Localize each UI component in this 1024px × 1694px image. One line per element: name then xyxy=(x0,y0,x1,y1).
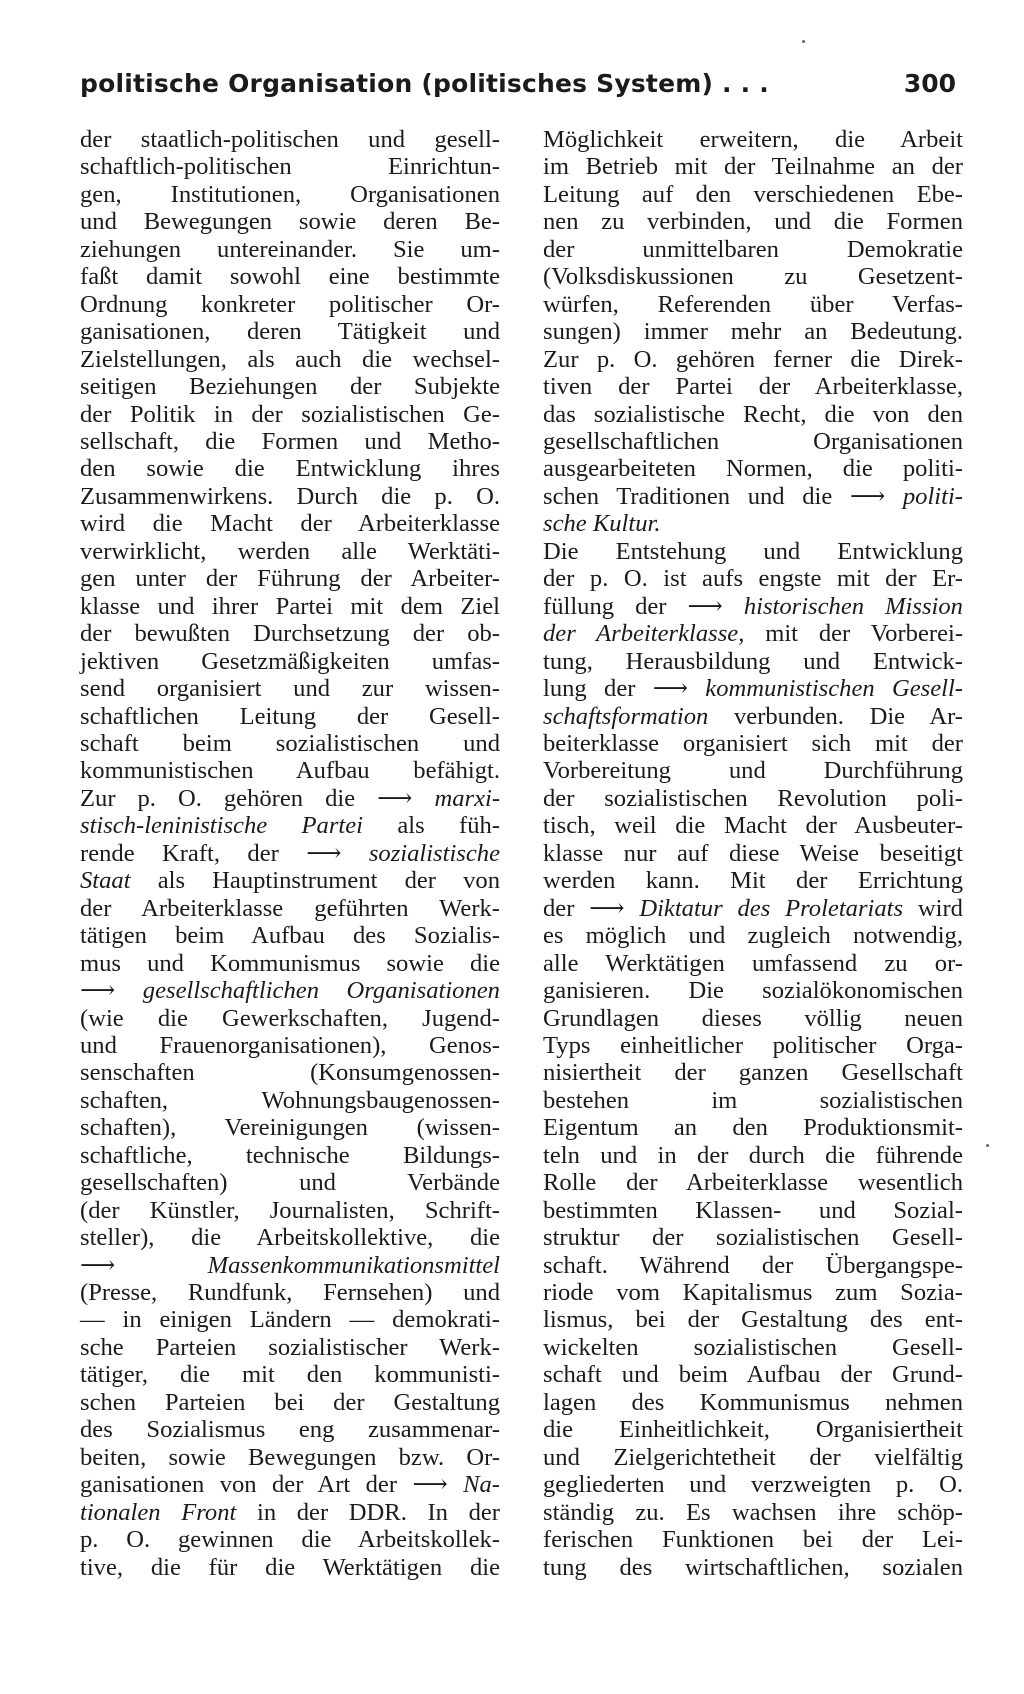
cross-reference: tionalen Front xyxy=(80,1498,237,1526)
text-line: das sozialistische Recht, die von den xyxy=(543,400,963,428)
cross-reference: kommunistischen Gesell- xyxy=(705,675,963,703)
text-line xyxy=(543,510,963,537)
cross-reference-arrow-icon: ⟶ xyxy=(80,1251,116,1279)
cross-reference-arrow-icon: ⟶ xyxy=(589,894,625,922)
cross-reference-arrow-icon: ⟶ xyxy=(80,977,116,1005)
text-line: Vorbereitung und Durchführung xyxy=(543,757,963,785)
text-line: Leitung auf den verschiedenen Ebe- xyxy=(543,180,963,208)
cross-reference-arrow-icon: ⟶ xyxy=(687,592,723,620)
text-line: Ordnung konkreter politischer Or- xyxy=(80,290,500,318)
text-line: Möglichkeit erweitern, die Arbeit xyxy=(543,126,963,153)
text-line: füllung der ⟶ historischen Mission xyxy=(543,592,963,620)
text-line: tung, Herausbildung und Entwick- xyxy=(543,647,963,675)
text-line: struktur der sozialistischen Gesell- xyxy=(543,1224,963,1252)
cross-reference: sche Kultur. xyxy=(543,510,661,538)
scan-speck xyxy=(802,40,805,43)
cross-reference-arrow-icon: ⟶ xyxy=(377,784,413,812)
text-line: Zur p. O. gehören ferner die Direk- xyxy=(543,345,963,373)
text-line: im Betrieb mit der Teilnahme an der xyxy=(543,153,963,181)
text-line: ganisationen, deren Tätigkeit und xyxy=(80,318,500,346)
cross-reference: der Arbeiterklasse, xyxy=(543,620,745,648)
text-line: lagen des Kommunismus nehmen xyxy=(543,1388,963,1416)
text-line: beiterklasse organisiert sich mit der xyxy=(543,729,963,757)
text-line: (Volksdiskussionen zu Gesetzent- xyxy=(543,263,963,291)
text-line: der Politik in der sozialistischen Ge- xyxy=(80,400,500,428)
text-line: tung des wirtschaftlichen, sozialen xyxy=(543,1553,963,1581)
text-line: schaftlich-politischen Einrichtun- xyxy=(80,153,500,181)
text-line: nen zu verbinden, und die Formen xyxy=(543,208,963,236)
scan-speck xyxy=(986,1144,989,1147)
text-line: und Bewegungen sowie deren Be- xyxy=(80,208,500,236)
cross-reference: schaftsformation xyxy=(543,702,709,730)
text-line: schen Parteien bei der Gestaltung xyxy=(80,1388,500,1416)
text-line: gesellschaften) und Verbände xyxy=(80,1169,500,1197)
text-line: — in einigen Ländern — demokrati- xyxy=(80,1306,500,1334)
cross-reference: gesellschaftlichen Organisationen xyxy=(142,977,500,1005)
text-line: gen, Institutionen, Organisationen xyxy=(80,180,500,208)
cross-reference-arrow-icon: ⟶ xyxy=(849,482,886,510)
text-line: lismus, bei der Gestaltung des ent- xyxy=(543,1306,963,1334)
text-line: Staat als Hauptinstrument der von xyxy=(80,867,501,895)
page-number: 300 xyxy=(903,69,956,98)
text-line: nisiertheit der ganzen Gesellschaft xyxy=(543,1059,963,1087)
cross-reference: Staat xyxy=(80,867,131,895)
text-line: (Presse, Rundfunk, Fernsehen) und xyxy=(80,1279,500,1307)
text-line xyxy=(80,977,500,1004)
text-line: schaftsformation verbunden. Die Ar- xyxy=(543,702,963,730)
text-line: der Arbeiterklasse, mit der Vorberei- xyxy=(543,620,964,648)
text-line: kommunistischen Aufbau befähigt. xyxy=(80,757,500,785)
right-column xyxy=(543,126,963,1581)
text-line: wickelten sozialistischen Gesell- xyxy=(543,1333,963,1361)
text-line: werden kann. Mit der Errichtung xyxy=(543,867,963,895)
text-line: ferischen Funktionen bei der Lei- xyxy=(543,1526,963,1554)
text-line: schaftlichen Leitung der Gesell- xyxy=(80,702,500,730)
text-line: der ⟶ Diktatur des Proletariats wird xyxy=(543,894,963,922)
text-line: des Sozialismus eng zusammenar- xyxy=(80,1416,500,1444)
text-line: die Einheitlichkeit, Organisiertheit xyxy=(543,1416,963,1444)
text-line: p. O. gewinnen die Arbeitskollek- xyxy=(80,1526,500,1554)
text-line: und Frauenorganisationen), Genos- xyxy=(80,1031,500,1059)
text-line: tätigen beim Aufbau des Sozialis- xyxy=(80,922,500,950)
text-line: gegliederten und verzweigten p. O. xyxy=(543,1471,963,1499)
cross-reference-arrow-icon: ⟶ xyxy=(412,1471,448,1499)
text-line: schaft beim sozialistischen und xyxy=(80,729,500,757)
text-line: wird die Macht der Arbeiterklasse xyxy=(80,510,500,538)
text-line: jektiven Gesetzmäßigkeiten umfas- xyxy=(80,647,500,675)
text-line xyxy=(80,1252,500,1279)
text-line: beiten, sowie Bewegungen bzw. Or- xyxy=(80,1443,500,1471)
text-line: schaft. Während der Übergangspe- xyxy=(543,1251,963,1279)
text-line: würfen, Referenden über Verfas- xyxy=(543,290,963,318)
text-line: den sowie die Entwicklung ihres xyxy=(80,455,500,483)
text-line: mus und Kommunismus sowie die xyxy=(80,949,500,977)
text-line: Grundlagen dieses völlig neuen xyxy=(543,1004,963,1032)
text-line: gesellschaftlichen Organisationen xyxy=(543,427,963,455)
text-line: der staatlich-politischen und gesell- xyxy=(80,126,500,153)
text-line: der p. O. ist aufs engste mit der Er- xyxy=(543,565,963,593)
text-line: sellschaft, die Formen und Metho- xyxy=(80,427,500,455)
text-line: (wie die Gewerkschaften, Jugend- xyxy=(80,1004,500,1032)
text-line: alle Werktätigen umfassend zu or- xyxy=(543,949,963,977)
text-line: sche Parteien sozialistischer Werk- xyxy=(80,1333,500,1361)
text-line: der unmittelbaren Demokratie xyxy=(543,235,963,263)
text-line: gen unter der Führung der Arbeiter- xyxy=(80,565,500,593)
text-line: tionalen Front in der DDR. In der xyxy=(80,1498,501,1526)
text-line: ganisieren. Die sozialökonomischen xyxy=(543,977,963,1005)
text-line: der bewußten Durchsetzung der ob- xyxy=(80,620,500,648)
text-line: ausgearbeiteten Normen, die politi- xyxy=(543,455,963,483)
cross-reference: historischen Mission xyxy=(743,592,963,620)
text-line: ständig zu. Es wachsen ihre schöp- xyxy=(543,1498,963,1526)
cross-reference: Na- xyxy=(463,1471,500,1499)
text-line: und Zielgerichtetheit der vielfältig xyxy=(543,1443,963,1471)
text-line: tätiger, die mit den kommunisti- xyxy=(80,1361,500,1389)
text-line: lung der ⟶ kommunistischen Gesell- xyxy=(543,675,963,703)
text-line: ziehungen untereinander. Sie um- xyxy=(80,235,500,263)
text-line: schaftliche, technische Bildungs- xyxy=(80,1141,500,1169)
text-line: der sozialistischen Revolution poli- xyxy=(543,784,963,812)
text-line: seitigen Beziehungen der Subjekte xyxy=(80,373,500,401)
text-line: (der Künstler, Journalisten, Schrift- xyxy=(80,1196,500,1224)
cross-reference: Massenkommunikationsmittel xyxy=(207,1251,500,1279)
left-column xyxy=(80,126,500,1581)
cross-reference: marxi- xyxy=(434,784,501,812)
text-line: es möglich und zugleich notwendig, xyxy=(543,922,963,950)
text-line: Eigentum an den Produktionsmit- xyxy=(543,1114,963,1142)
text-line: steller), die Arbeitskollektive, die xyxy=(80,1224,500,1252)
text-line: tive, die für die Werktätigen die xyxy=(80,1553,500,1581)
cross-reference-arrow-icon: ⟶ xyxy=(652,675,688,703)
text-line: schaften), Vereinigungen (wissen- xyxy=(80,1114,500,1142)
text-line: Rolle der Arbeiterklasse wesentlich xyxy=(543,1169,963,1197)
text-line: klasse und ihrer Partei mit dem Ziel xyxy=(80,592,500,620)
text-line: schaften, Wohnungsbaugenossen- xyxy=(80,1086,500,1114)
cross-reference: Diktatur des Proletariats xyxy=(639,894,904,922)
text-line: faßt damit sowohl eine bestimmte xyxy=(80,263,500,291)
text-line: tisch, weil die Macht der Ausbeuter- xyxy=(543,812,963,840)
text-line: rende Kraft, der ⟶ sozialistische xyxy=(80,839,500,867)
text-line: verwirklicht, werden alle Werktäti- xyxy=(80,537,500,565)
text-line: senschaften (Konsumgenossen- xyxy=(80,1059,500,1087)
text-line: Die Entstehung und Entwicklung xyxy=(543,537,963,565)
text-line: send organisiert und zur wissen- xyxy=(80,675,500,703)
text-line: Zusammenwirkens. Durch die p. O. xyxy=(80,482,500,510)
text-line: teln und in der durch die führende xyxy=(543,1141,963,1169)
running-header xyxy=(80,66,956,102)
text-line: Typs einheitlicher politischer Orga- xyxy=(543,1031,963,1059)
cross-reference: sozialistische xyxy=(368,839,500,867)
text-line: klasse nur auf diese Weise beseitigt xyxy=(543,839,963,867)
text-line: sungen) immer mehr an Bedeutung. xyxy=(543,318,963,346)
text-line: riode vom Kapitalismus zum Sozia- xyxy=(543,1279,963,1307)
text-line: stisch-leninistische Partei als füh- xyxy=(80,812,500,840)
text-line: schaft und beim Aufbau der Grund- xyxy=(543,1361,963,1389)
header-title: politische Organisation (politisches System) . . . xyxy=(80,69,769,98)
text-line: Zielstellungen, als auch die wechsel- xyxy=(80,345,500,373)
text-line: der Arbeiterklasse geführten Werk- xyxy=(80,894,500,922)
cross-reference-arrow-icon: ⟶ xyxy=(306,839,342,867)
text-line: Zur p. O. gehören die ⟶ marxi- xyxy=(80,784,501,812)
text-line: ganisationen von der Art der ⟶ Na- xyxy=(80,1471,500,1499)
text-line: bestimmten Klassen- und Sozial- xyxy=(543,1196,963,1224)
cross-reference: politi- xyxy=(902,482,963,510)
text-line: bestehen im sozialistischen xyxy=(543,1086,963,1114)
text-line: schen Traditionen und die ⟶ politi- xyxy=(543,482,963,510)
text-line: tiven der Partei der Arbeiterklasse, xyxy=(543,373,963,401)
cross-reference: stisch-leninistische Partei xyxy=(80,812,363,840)
